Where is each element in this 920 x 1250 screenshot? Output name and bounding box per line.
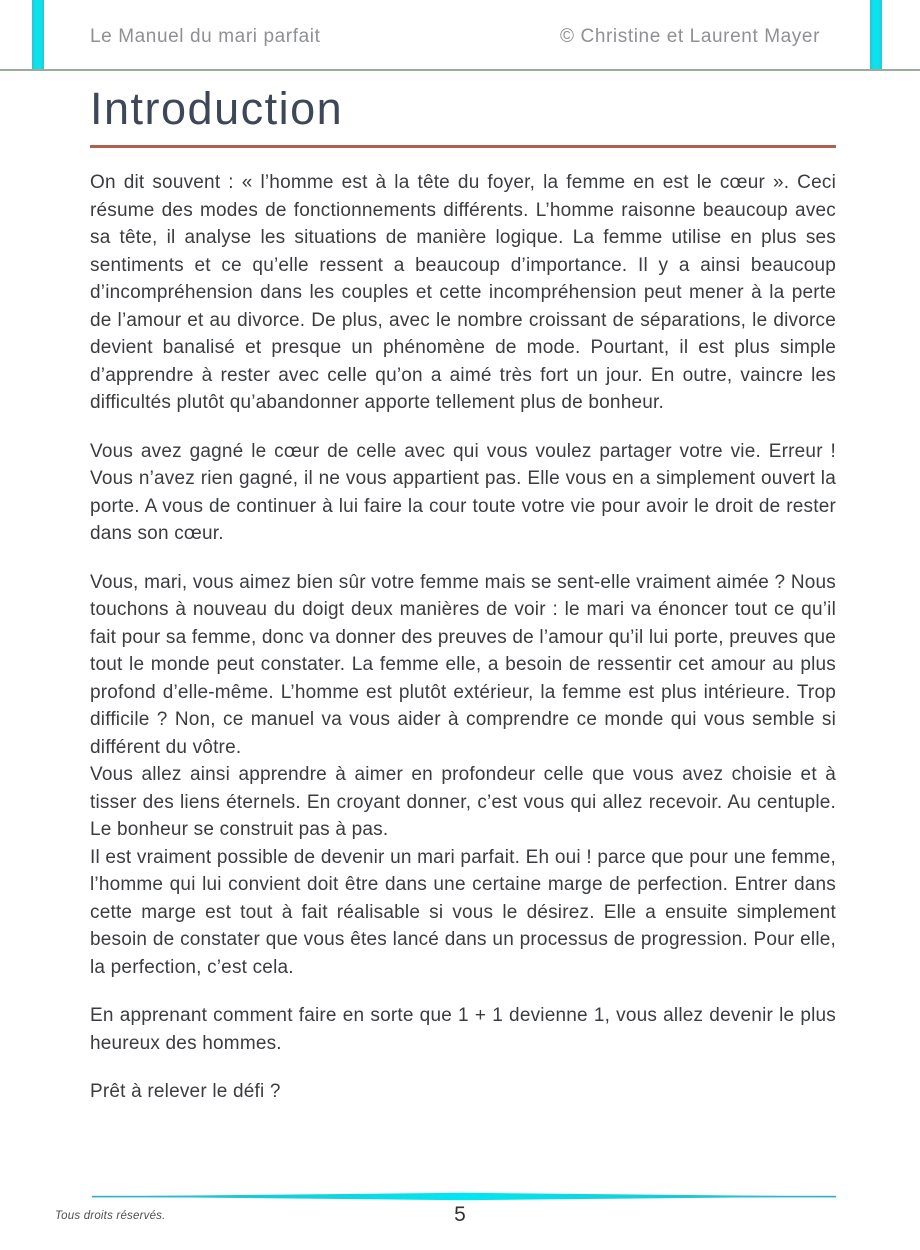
body-paragraph: Vous avez gagné le cœur de celle avec qui vous voulez partager votre vie. Erreur ! Vous n’avez rien gagné, il ne vous appartient pas. Elle vous en a simplement ouvert la porte. A vous de continuer à lui faire la cour toute votre vie pour avoir le droit de rester dans son cœur. xyxy=(90,440,836,544)
page-header xyxy=(90,0,820,48)
rights-notice: Tous droits réservés. xyxy=(55,1210,166,1222)
body-paragraph: En apprenant comment faire en sorte que 1 + 1 devienne 1, vous allez devenir le plus heureux des hommes. xyxy=(90,1005,836,1054)
page-title: Introduction xyxy=(90,83,344,134)
running-title: Le Manuel du mari parfait xyxy=(90,26,321,47)
body-paragraph: Vous, mari, vous aimez bien sûr votre femme mais se sent-elle vraiment aimée ? Nous touchons à nouveau du doigt deux manières de voir : le mari va énoncer tout ce qu’il fait pour sa femme, donc va donner des preuves de l’amour qu’il lui porte, preuves que tout le monde peut constater. La femme elle, a besoin de ressentir cet amour au plus profond d’elle-même. L’homme est plutôt extérieur, la femme est plus intérieure. Trop difficile ? Non, ce manuel va vous aider à comprendre ce monde qui vous semble si différent du vôtre. xyxy=(90,571,836,758)
top-left-accent-bar xyxy=(32,0,44,70)
page-content xyxy=(90,84,836,1106)
body-paragraph: On dit souvent : « l’homme est à la tête du foyer, la femme en est le cœur ». Ceci résume des modes de fonctionnements différents. L’homme raisonne beaucoup avec sa tête, il analyse les situations de manière logique. La femme utilise en plus ses sentiments et ce qu’elle ressent a beaucoup d’importance. Il y a ainsi beaucoup d’incompréhension dans les couples et cette incompréhension peut mener à la perte de l’amour et au divorce. De plus, avec le nombre croissant de séparations, le divorce devient banalisé et presque un phénomène de mode. Pourtant, il est plus simple d’apprendre à rester avec celle qu’on a aimé très fort un jour. En outre, vaincre les difficultés plutôt qu’abandonner apporte tellement plus de bonheur. xyxy=(90,172,836,413)
body-paragraph: Il est vraiment possible de devenir un mari parfait. Eh oui ! parce que pour une femme, l’homme qui lui convient doit être dans une certaine marge de perfection. Entrer dans cette marge est tout à fait réalisable si vous le désirez. Elle a ensuite simplement besoin de constater que vous êtes lancé dans un processus de progression. Pour elle, la perfection, c’est cela. xyxy=(90,846,836,978)
footer-divider-line xyxy=(92,1192,836,1201)
body-text xyxy=(90,169,836,1106)
title-underline xyxy=(90,145,836,148)
body-paragraph: Vous allez ainsi apprendre à aimer en profondeur celle que vous avez choisie et à tisser des liens éternels. En croyant donner, c’est vous qui allez recevoir. Au centuple. Le bonheur se construit pas à pas. xyxy=(90,764,836,840)
body-paragraph: Prêt à relever le défi ? xyxy=(90,1081,281,1102)
header-divider-line xyxy=(0,69,920,71)
copyright-notice: © Christine et Laurent Mayer xyxy=(560,26,820,47)
page-number: 5 xyxy=(454,1203,466,1226)
top-right-accent-bar xyxy=(870,0,882,70)
